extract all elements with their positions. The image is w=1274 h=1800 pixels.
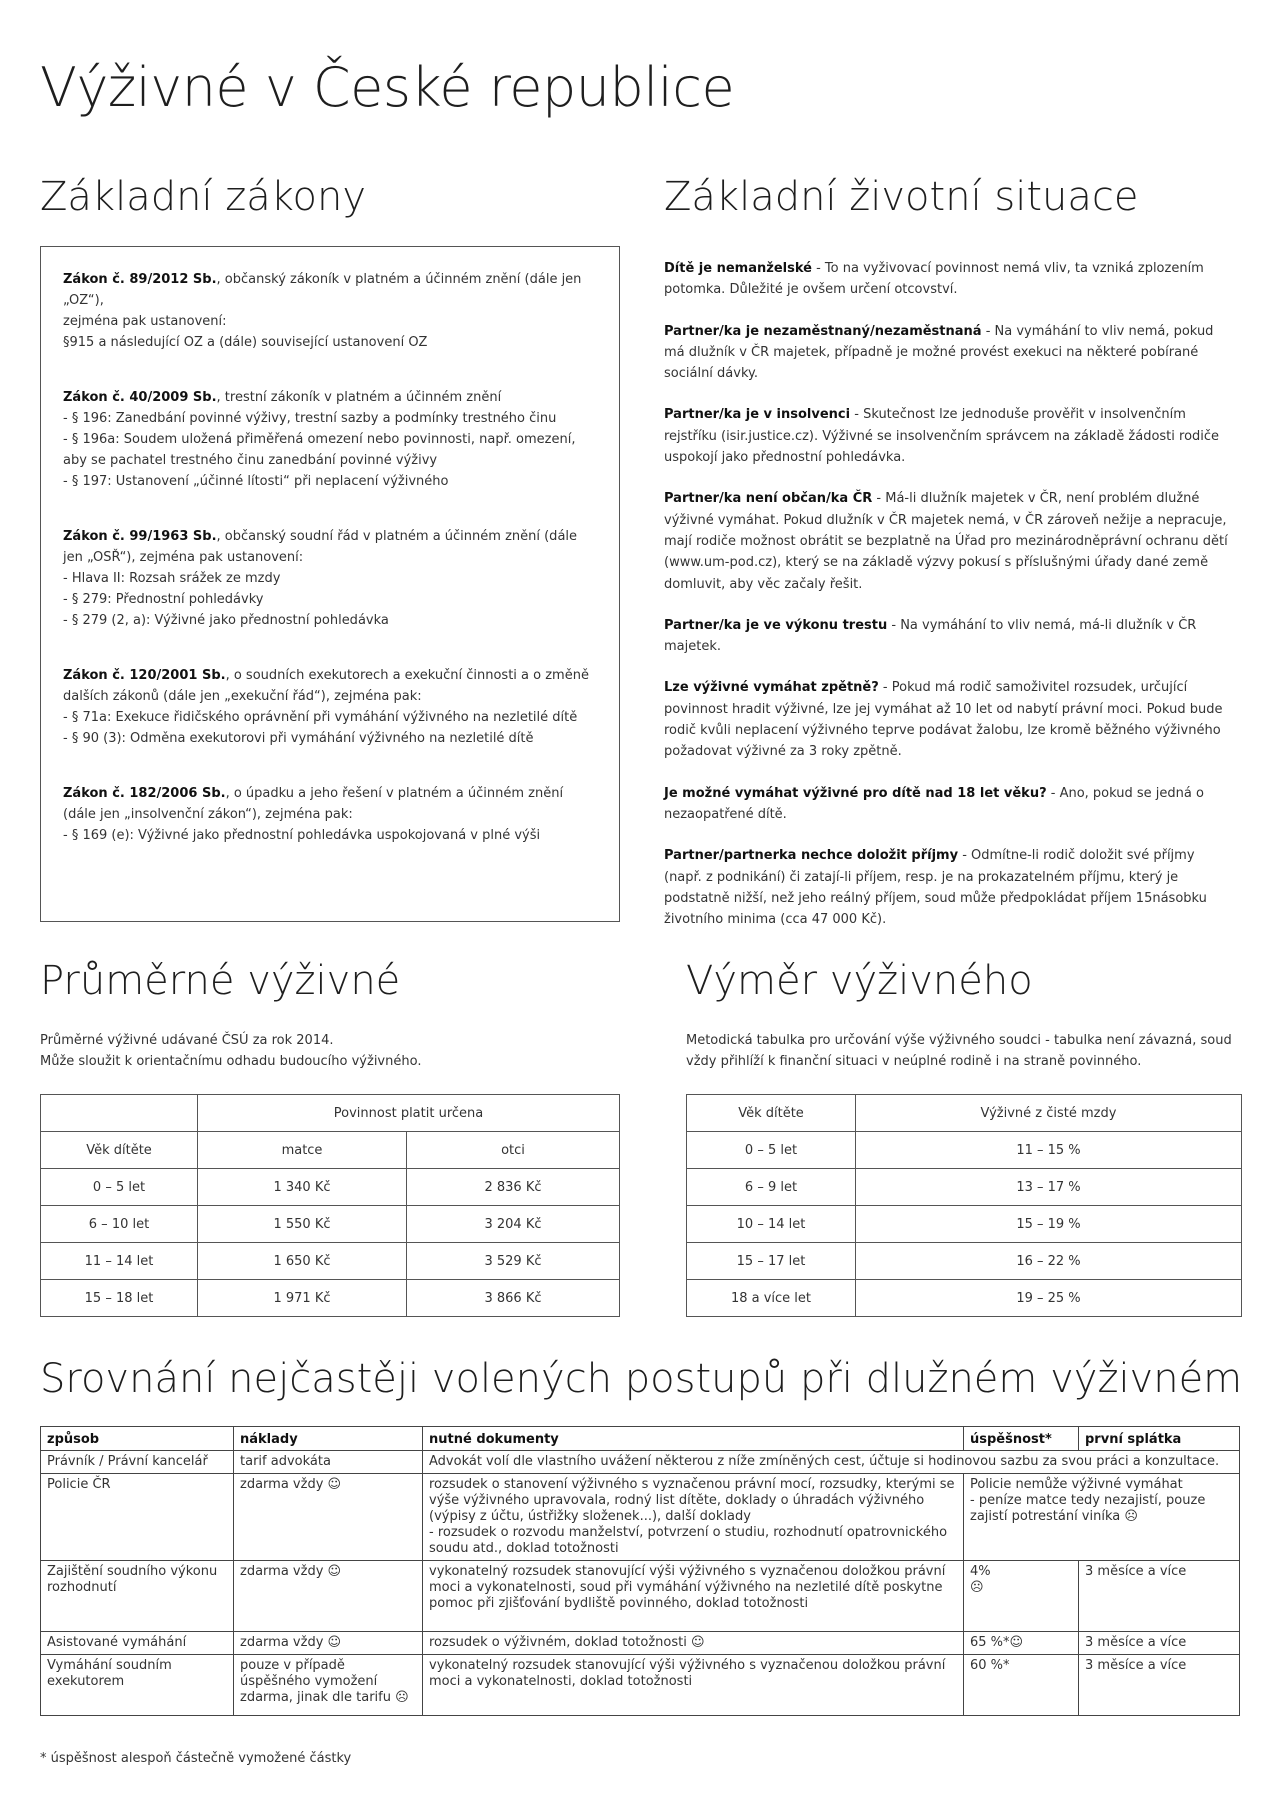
situation-item [664,845,1236,930]
law-line: - § 196: Zanedbání povinné výživy, trestní sazby a podmínky trestného činu [63,411,557,426]
law-line: - § 197: Ustanovení „účinné lítosti“ při neplacení výživného [63,474,449,489]
situation-title: Je možné vymáhat výživné pro dítě nad 18 let věku? [664,785,1047,801]
comparison-table [40,1426,1240,1716]
empty-cell [41,1095,198,1132]
table-row [687,1280,1242,1317]
law-line: - Hlava II: Rozsah srážek ze mzdy [63,571,281,586]
mother-cell: 1 650 Kč [198,1243,407,1280]
father-cell: 3 529 Kč [407,1243,620,1280]
laws-box [40,246,620,922]
situation-item [664,677,1236,762]
father-cell: 2 836 Kč [407,1169,620,1206]
law-title: Zákon č. 120/2001 Sb. [63,668,226,683]
cost-cell: pouze v případě úspěšného vymožení zdarma, jinak dle tarifu ☹ [234,1655,423,1716]
law-line: - § 90 (3): Odměna exekutorovi při vymáhání výživného na nezletilé dítě [63,731,534,746]
col-header-success: úspěšnost* [964,1427,1079,1451]
situation-text: - Odmítne-li rodič doložit své příjmy (např. z podnikání) či zatají-li příjem, resp. je na prokazatelném příjmu, který je podstatně nižší, než jeho reálný příjem, soud může předpokládat příjem 15násobku životního minima (cca 47 000 Kč). [664,848,1207,928]
assessment-intro: Metodická tabulka pro určování výše výživného soudci - tabulka není závazná, soud vždy přihlíží k finanční situaci v neúplné rodině i na straně povinného. [686,1033,1232,1069]
success-cell: 65 %*☺ [964,1632,1079,1655]
docs-cell: vykonatelný rozsudek stanovující výši výživného s vyznačenou doložkou právní moci a vykonatelnosti, doklad totožnosti [423,1655,964,1716]
average-intro-line: Může sloužit k orientačnímu odhadu budoucího výživného. [40,1054,422,1069]
situation-text: - Skutečnost lze jednoduše prověřit v insolvenčním rejstříku (isir.justice.cz). Výživné se insolvenčním správcem na základě žádosti rodiče uspokojí jako přednostní pohledávka. [664,407,1220,466]
footnote: * úspěšnost alespoň částečně vymožené částky [40,1751,352,1766]
situation-text: - Ano, pokud se jedná o nezaopatřené dítě. [664,785,1204,822]
first-payment-cell: 3 měsíce a více [1079,1561,1240,1632]
docs-cell: Advokát volí dle vlastního uvážení některou z níže zmíněných cest, účtuje si hodinovou sazbu za svou práci a konzultace. [423,1451,1240,1474]
age-cell: 18 a více let [687,1280,856,1317]
law-desc: , o soudních exekutorech a exekuční činnosti a o změně dalších zákonů (dále jen „exekuční řád“), zejména pak: [63,668,589,704]
table-row [41,1474,1240,1561]
situation-title: Dítě je nemanželské [664,261,812,276]
method-cell: Policie ČR [41,1474,234,1561]
situations-heading: Základní životní situace [664,174,1139,220]
law-line: - § 169 (e): Výživné jako přednostní pohledávka uspokojovaná v plné výši [63,828,541,843]
law-line: zejména pak ustanovení: [63,314,227,329]
law-line: - § 279 (2, a): Výživné jako přednostní pohledávka [63,613,389,628]
law-item [63,783,597,846]
col-header-father: otci [407,1132,620,1169]
average-intro [40,1030,421,1072]
table-row [41,1451,1240,1474]
law-title: Zákon č. 40/2009 Sb. [63,390,217,405]
col-header-age: Věk dítěte [687,1095,856,1132]
pct-cell: 11 – 15 % [856,1132,1242,1169]
pct-cell: 15 – 19 % [856,1206,1242,1243]
situation-text: - Na vymáhání to vliv nemá, pokud má dlužník v ČR majetek, případně je možné provést exekuci na některé pobírané sociální dávky. [664,323,1214,382]
table-row [687,1206,1242,1243]
situation-text: - Pokud má rodič samoživitel rozsudek, určující povinnost hradit výživné, lze jej vymáhat až 10 let od nabytí právní moci. Pokud bude rodič kvůli neplacení výživného teprve podávat žalobu, lze kromě běžného výživného požadovat výživné za 3 roky zpětně. [664,680,1223,760]
table-row [687,1132,1242,1169]
table-row [41,1169,620,1206]
mother-cell: 1 971 Kč [198,1280,407,1317]
table-row [687,1095,1242,1132]
law-title: Zákon č. 89/2012 Sb. [63,272,217,287]
docs-cell: rozsudek o stanovení výživného s vyznačenou právní mocí, rozsudky, kterými se výše výživného upravovala, rodný list dítěte, doklady o úhradách výživného (výpisy z účtu, ústřižky složenek...), další doklady - rozsudek o rozvodu manželství, potvrzení o studiu, rozhodnutí opatrovnického soudu atd., doklad totožnosti [423,1474,964,1561]
method-cell: Právník / Právní kancelář [41,1451,234,1474]
cost-cell: zdarma vždy ☺ [234,1561,423,1632]
law-item [63,269,597,353]
situation-title: Partner/ka je v insolvenci [664,407,851,423]
table-row [41,1095,620,1132]
situation-text: - Na vymáhání to vliv nemá, má-li dlužník v ČR majetek. [664,617,1197,655]
law-item [63,387,597,492]
assessment-table [686,1094,1242,1317]
table-row [687,1243,1242,1280]
assessment-heading: Výměr výživného [686,958,1033,1004]
success-cell: 4% ☹ [964,1561,1079,1632]
table-row [41,1206,620,1243]
situation-text: - Má-li dlužník majetek v ČR, není problém dlužné výživné vymáhat. Pokud dlužník v ČR majetek nemá, v ČR zároveň nežije a nepracuje, mají rodiče možnost obrátit se bezplatně na Úřad pro mezinárodněprávní ochranu dětí (www.um-pod.cz), který se na základě výzvy pokusí s příslušnými úřady dané země domluvit, aby věc začaly řešit. [664,491,1228,592]
situation-item [664,321,1236,385]
method-cell: Vymáhání soudním exekutorem [41,1655,234,1716]
table-row [41,1655,1240,1716]
situation-item [664,615,1236,658]
age-cell: 6 – 10 let [41,1206,198,1243]
situation-title: Partner/ka je ve výkonu trestu [664,617,888,633]
col-header-docs: nutné dokumenty [423,1427,964,1451]
law-line: §915 a následující OZ a (dále) související ustanovení OZ [63,335,428,350]
law-line: - § 71a: Exekuce řidičského oprávnění při vymáhání výživného na nezletilé dítě [63,710,578,725]
method-cell: Zajištění soudního výkonu rozhodnutí [41,1561,234,1632]
age-cell: 0 – 5 let [41,1169,198,1206]
father-cell: 3 204 Kč [407,1206,620,1243]
situations-list [664,258,1236,950]
situation-item [664,488,1236,594]
table-row [41,1561,1240,1632]
col-header-method: způsob [41,1427,234,1451]
average-intro-line: Průměrné výživné udávané ČSÚ za rok 2014. [40,1033,334,1048]
law-line: - § 279: Přednostní pohledávky [63,592,264,607]
col-header-cost: náklady [234,1427,423,1451]
law-item [63,665,597,749]
age-cell: 15 – 17 let [687,1243,856,1280]
page-title: Výživné v České republice [40,56,735,119]
table-row [41,1280,620,1317]
situation-title: Partner/ka je nezaměstnaný/nezaměstnaná [664,323,982,339]
mother-cell: 1 550 Kč [198,1206,407,1243]
age-cell: 6 – 9 let [687,1169,856,1206]
col-header-pct: Výživné z čisté mzdy [856,1095,1242,1132]
method-cell: Asistované vymáhání [41,1632,234,1655]
situation-text: - To na vyživovací povinnost nemá vliv, ta vzniká zplozením potomka. Důležité je ovšem určení otcovství. [664,261,1204,298]
col-header-mother: matce [198,1132,407,1169]
pct-cell: 19 – 25 % [856,1280,1242,1317]
col-header-first: první splátka [1079,1427,1240,1451]
cost-cell: tarif advokáta [234,1451,423,1474]
situation-title: Partner/partnerka nechce doložit příjmy [664,848,959,864]
col-header-age: Věk dítěte [41,1132,198,1169]
table-header-row [41,1427,1240,1451]
average-table [40,1094,620,1317]
age-cell: 10 – 14 let [687,1206,856,1243]
law-line: - § 196a: Soudem uložená přiměřená omezení nebo povinnosti, např. omezení, aby se pachatel trestného činu zanedbání povinné výživy [63,432,576,468]
situation-item [664,783,1236,826]
pct-cell: 13 – 17 % [856,1169,1242,1206]
first-payment-cell: 3 měsíce a více [1079,1632,1240,1655]
table-row [41,1243,620,1280]
docs-cell: vykonatelný rozsudek stanovující výši výživného s vyznačenou doložkou právní moci a vykonatelnosti, soud při vymáhání výživného na nezletilé dítě poskytne pomoc při zjišťování bydliště povinného, doklad totožnosti [423,1561,964,1632]
first-payment-cell: 3 měsíce a více [1079,1655,1240,1716]
age-cell: 15 – 18 let [41,1280,198,1317]
law-title: Zákon č. 182/2006 Sb. [63,786,226,801]
cost-cell: zdarma vždy ☺ [234,1632,423,1655]
cost-cell: zdarma vždy ☺ [234,1474,423,1561]
law-desc: , trestní zákoník v platném a účinném znění [216,390,502,405]
mother-cell: 1 340 Kč [198,1169,407,1206]
table-row [41,1632,1240,1655]
success-cell: 60 %* [964,1655,1079,1716]
table-row [41,1132,620,1169]
age-cell: 11 – 14 let [41,1243,198,1280]
father-cell: 3 866 Kč [407,1280,620,1317]
situation-title: Lze výživné vymáhat zpětně? [664,680,879,696]
pct-cell: 16 – 22 % [856,1243,1242,1280]
law-desc: , občanský zákoník v platném a účinném znění (dále jen „OZ“), [63,272,582,308]
comparison-heading: Srovnání nejčastěji volených postupů při dlužném výživném [40,1356,1243,1402]
group-header: Povinnost platit určena [198,1095,620,1132]
law-desc: , občanský soudní řád v platném a účinném znění (dále jen „OSŘ“), zejména pak ustanovení: [63,529,578,565]
situation-item [664,404,1236,468]
age-cell: 0 – 5 let [687,1132,856,1169]
situation-title: Partner/ka není občan/ka ČR [664,491,873,507]
situation-item [664,258,1236,301]
law-title: Zákon č. 99/1963 Sb. [63,529,217,544]
law-item [63,526,597,631]
docs-cell: rozsudek o výživném, doklad totožnosti ☺ [423,1632,964,1655]
average-heading: Průměrné výživné [40,958,401,1004]
law-desc: , o úpadku a jeho řešení v platném a účinném znění (dále jen „insolvenční zákon“), zejména pak: [63,786,564,822]
laws-heading: Základní zákony [40,174,367,220]
table-row [687,1169,1242,1206]
success-cell: Policie nemůže výživné vymáhat - peníze matce tedy nezajistí, pouze zajistí potrestání viníka ☹ [964,1474,1240,1561]
